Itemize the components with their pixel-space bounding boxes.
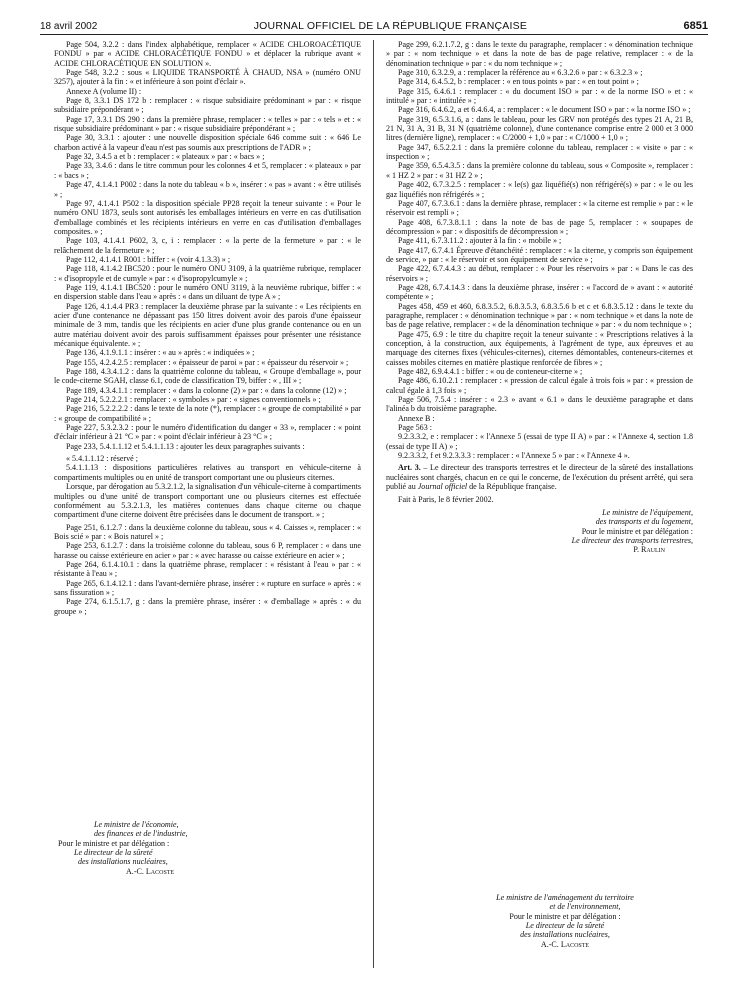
paragraph: Page 504, 3.2.2 : dans l'index alphabétique, remplacer « ACIDE CHLOROACÉTIQUE FONDU » par « ACIDE CHLORACÉTIQUE FONDU » et déplacer la rubrique avant « ACIDE CHLORACÉTIQUE EN SOLUTION ». — [54, 40, 361, 68]
signature-line: des installations nucléaires, — [78, 857, 168, 867]
paragraph: Page 475, 6.9 : le titre du chapitre reçoit la teneur suivante : « Prescriptions relatives à la conception, à la construction, aux équipements, à l'agrément de type, aux épreuves et au marquage des citernes fixes (véhicules-citernes), citernes démontables, conteneurs-citernes et caisses mobiles citernes en matière plastique renforcée de fibres » ; — [386, 329, 693, 367]
paragraph: Page 299, 6.2.1.7.2, g : dans le texte du paragraphe, remplacer : « dénomination technique » par : « nom technique » et dans la note de bas de page relative, remplacer : « de la dénomination technique » par : « du nom technique » ; — [386, 40, 693, 68]
signature-line: Pour le ministre et par délégation : — [581, 526, 693, 536]
paragraph: Page 253, 6.1.2.7 : dans la troisième colonne du tableau, sous 6 P, remplacer : « dans une harasse ou caisse extérieure en acier » par : « avec harasse ou caisse extérieure en acier » ; — [54, 541, 361, 560]
paragraph: Page 8, 3.3.1 DS 172 b : remplacer : « risque subsidiaire prédominant » par : « risque subsidiaire prépondérant » ; — [54, 96, 361, 115]
paragraph: Pages 458, 459 et 460, 6.8.3.5.2, 6.8.3.5.3, 6.8.3.5.6 b et c et 6.8.3.5.12 : dans le texte du paragraphe, remplacer : « dénomination technique » par : « nom technique » et dans la note de bas de page relative, remplacer : « de la dénomination technique » par : « du nom technique » ; — [386, 301, 693, 330]
paragraph: Page 103, 4.1.4.1 P602, 3, c, i : remplacer : « la perte de la fermeture » par : « le relâchement de la fermeture » ; — [54, 236, 361, 255]
paragraph: Page 265, 6.1.4.12.1 : dans l'avant-dernière phrase, insérer : « rupture en surface » après : « sans fissuration » ; — [54, 578, 361, 597]
paragraph: Page 17, 3.3.1 DS 290 : dans la première phrase, remplacer : « telles » par : « tels » et : « risque subsidiaire prédominant » par : « risque subsidiaire prépondérant » ; — [54, 114, 361, 134]
paragraph: Page 417, 6.7.4.1 Épreuve d'étanchéité : remplacer : « la citerne, y compris son équipement de service, » par : « le réservoir et son équipement de service » ; — [386, 245, 693, 264]
paragraph: Page 47, 4.1.4.1 P002 : dans la note du tableau « b », insérer : « pas » avant : « être utilisés » ; — [54, 180, 361, 199]
paragraph: Page 136, 4.1.9.1.1 : insérer : « au » après : « indiquées » ; — [66, 348, 255, 358]
signature-amenagement — [440, 893, 690, 949]
article-text-end: de la République française. — [467, 482, 557, 492]
paragraph: Page 408, 6.7.3.8.1.1 : dans la note de bas de page 5, remplacer : « soupapes de décompression » par : « dispositifs de décompression » ; — [386, 217, 693, 236]
paragraph: Page 112, 4.1.4.1 R001 : biffer : « (voir 4.1.3.3) » ; — [66, 254, 231, 264]
page-number: 6851 — [683, 20, 708, 32]
paragraph: Page 548, 3.2.2 : sous « LIQUIDE TRANSPORTÉ À CHAUD, NSA » (numéro ONU 3257), ajouter à la fin : « et inférieure à son point d'éclair ». — [54, 68, 361, 87]
signature-line: des finances et de l'industrie, — [94, 829, 188, 839]
signature-line: Le ministre de l'équipement, — [602, 507, 693, 517]
paragraph: Page 407, 6.7.3.6.1 : dans la dernière phrase, remplacer : « la citerne est remplie » par : « le réservoir est rempli » ; — [386, 198, 693, 218]
article-label: Art. 3. — [398, 463, 421, 473]
signature-line: des transports et du logement, — [595, 517, 693, 527]
signature-line: Pour le ministre et par délégation : — [509, 911, 621, 921]
paragraph: 9.2.3.3.2, e : remplacer : « l'Annexe 5 (essai de type II A) » par : « l'Annexe 4, section 1.8 (essai de type II A) » ; — [386, 432, 693, 451]
signature-line: des installations nucléaires, — [520, 930, 610, 940]
paragraph: Page 359, 6.5.4.3.5 : dans la première colonne du tableau, sous « Composite », remplacer : « 1 HZ 2 » par : « 31 HZ 2 » ; — [386, 161, 693, 180]
paragraph: Page 316, 6.4.6.2, a et 6.4.6.4, a : remplacer : « le document ISO » par : « la norme ISO » ; — [398, 105, 691, 115]
paragraph: Annexe B : — [398, 413, 435, 423]
paragraph: Page 251, 6.1.2.7 : dans la deuxième colonne du tableau, sous « 4. Caisses », remplacer : « Bois scié » par : « Bois naturel » ; — [54, 522, 361, 541]
issue-date: 18 avril 2002 — [40, 21, 98, 32]
signature-line: Le directeur de la sûreté — [74, 848, 153, 858]
paragraph: Page 126, 4.1.4.4 PR3 : remplacer la deuxième phrase par la suivante : « Les récipients en acier d'une contenance ne dépassant pas 150 litres doivent avoir des parois d'une épaisseur minimale de 3 mm, tandis que les récipients en acier d'une plus grande contenance ou en un autre matériau doivent avoir des parois suffisamment épaisses pour présenter une résistance mécanique équivalente. » ; — [54, 301, 361, 348]
signature-line: Pour le ministre et par délégation : — [58, 838, 170, 848]
paragraph: Page 310, 6.3.2.9, a : remplacer la référence au « 6.3.2.6 » par : « 6.3.2.3 » ; — [398, 68, 643, 78]
paragraph: Page 347, 6.5.2.2.1 : dans la première colonne du tableau, remplacer : « visite » par : « inspection » ; — [386, 142, 693, 162]
signature-equipement — [386, 508, 693, 555]
signature-line: et de l'environnement, — [549, 902, 621, 912]
paragraph: Page 155, 4.2.4.2.5 : remplacer : « épaisseur de paroi » par : « épaisseur du réservoir » ; — [66, 357, 349, 367]
article-3 — [386, 463, 693, 491]
right-column — [386, 40, 693, 970]
paragraph: Page 411, 6.7.3.11.2 : ajouter à la fin : « mobile » ; — [398, 236, 562, 246]
paragraph: 9.2.3.3.2, f et 9.2.3.3.3 : remplacer : « l'Annexe 5 » par : « l'Annexe 4 ». — [398, 451, 630, 461]
paragraph: Page 314, 6.4.5.2, b : remplacer : « en tous points » par : « en tout point » ; — [398, 77, 639, 87]
signature-name: A.-C. Lacoste — [126, 866, 175, 876]
signature-line: Le directeur des transports terrestres, — [571, 535, 693, 545]
paragraph: Page 30, 3.3.1 : ajouter : une nouvelle disposition spéciale 646 comme suit : « 646 Le charbon activé à la vapeur d'eau n'est pas soumis aux prescriptions de l'ADR » ; — [54, 133, 361, 152]
paragraph: Page 482, 6.9.4.4.1 : biffer : « ou de conteneur-citerne » ; — [398, 367, 583, 377]
signature-line: Le directeur de la sûreté — [525, 921, 605, 931]
paragraph: Page 422, 6.7.4.4.3 : au début, remplacer : « Pour les réservoirs » par : « Dans le cas des réservoirs » ; — [386, 264, 693, 283]
journal-title: JOURNAL OFFICIEL DE LA RÉPUBLIQUE FRANÇAISE — [253, 20, 528, 32]
paragraph: Page 563 : — [398, 423, 432, 433]
paragraph: 5.4.1.1.13 : dispositions particulières relatives au transport en véhicule-citerne à compartiments multiples ou en unité de transport comportant une ou plusieurs citernes. — [54, 463, 361, 482]
signature-line: Le ministre de l'économie, — [94, 820, 179, 829]
paragraph: Page 315, 6.4.6.1 : remplacer : « du document ISO » par : « de la norme ISO » et : « intitulé » par : « intitulée » ; — [386, 86, 693, 106]
paragraph: Page 319, 6.5.3.1.6, a : dans le tableau, pour les GRV non protégés des types 21 A, 21 B, 21 N, 31 A, 31 B, 31 N (quatrième colonne), d'une contenance comprise entre 2 000 et 3 000 litres (dernière ligne), remplacer : « C/2000 + 1,0 » par : « C/1000 + 1,0 » ; — [386, 114, 693, 143]
paragraph: « 5.4.1.1.12 : réservé ; — [66, 454, 138, 464]
paragraph: Page 97, 4.1.4.1 P502 : la disposition spéciale PP28 reçoit la teneur suivante : « Pour le numéro ONU 1873, seuls sont autorisés les emballages intérieurs en verre en cas d'utilisation d'emballage combinés et les récipients intérieurs en verre en cas d'utilisation d'emballages composites. » ; — [54, 198, 361, 236]
paragraph: Page 402, 6.7.3.2.5 : remplacer : « le(s) gaz liquéfié(s) non réfrigéré(s) » par : « le ou les gaz liquéfiés non réfrigérés » ; — [386, 180, 693, 199]
paragraph: Page 189, 4.3.4.1.1 : remplacer : « dans la colonne (2) » par : « dans la colonne (12) » ; — [66, 385, 347, 395]
paragraph: Page 118, 4.1.4.2 IBC520 : pour le numéro ONU 3109, à la quatrième rubrique, remplacer : « d'isopropyle et de cumyle » par : « d'isopropylcumyle » ; — [54, 264, 361, 283]
page-header — [40, 14, 708, 35]
fait-a-paris: Fait à Paris, le 8 février 2002. — [398, 494, 494, 504]
paragraph: Page 214, 5.2.2.2.1 : remplacer : « symboles » par : « signes conventionnels » ; — [66, 395, 321, 405]
signature-economie — [54, 820, 254, 876]
paragraph: Page 506, 7.5.4 : insérer : « 2.3 » avant « 6.1 » dans le deuxième paragraphe et dans l'alinéa b du troisième paragraphe. — [386, 395, 693, 414]
signature-line: Le ministre de l'aménagement du territoire — [496, 893, 634, 902]
paragraph: Page 188, 4.3.4.1.2 : dans la quatrième colonne du tableau, « Groupe d'emballage », pour le code-citerne SGAH, classe 6.1, code de classification T9, biffer : « , III » ; — [54, 367, 361, 386]
paragraph: Page 33, 3.4.6 : dans le titre commun pour les colonnes 4 et 5, remplacer : « plateaux » par : « bacs » ; — [54, 161, 361, 180]
article-text: – Le directeur des transports terrestres et le directeur de la sûreté des installations nucléaires sont chargés, chacun en ce qui le concerne, de l'exécution du présent arrêté, qui sera publié au — [386, 463, 693, 492]
paragraph: Page 274, 6.1.5.1.7, g : dans la première phrase, insérer : « d'emballage » après : « du groupe » ; — [54, 597, 361, 616]
paragraph: Page 32, 3.4.5 a et b : remplacer : « plateaux » par : « bacs » ; — [66, 152, 265, 162]
paragraph: Page 264, 6.1.4.10.1 : dans la quatrième phrase, remplacer : « résistant à l'eau » par : « résistante à l'eau » ; — [54, 559, 361, 579]
paragraph: Page 486, 6.10.2.1 : remplacer : « pression de calcul égale à trois fois » par : « pression de calcul égale à 1,3 fois » ; — [386, 376, 693, 395]
paragraph: Page 233, 5.4.1.1.12 et 5.4.1.1.13 : ajouter les deux paragraphes suivants : — [66, 441, 305, 451]
paragraph: Page 227, 5.3.2.3.2 : pour le numéro d'identification du danger « 33 », remplacer : « point d'éclair inférieur à 21 °C » par : « point d'éclair inférieur à 23 °C » ; — [54, 423, 361, 442]
paragraph: Page 119, 4.1.4.1 IBC520 : pour le numéro ONU 3119, à la neuvième rubrique, biffer : « en dispersion stable dans l'eau » après : « dans un diluant de type A » ; — [54, 282, 361, 302]
paragraph: Annexe A (volume II) : — [66, 86, 142, 96]
paragraph: Page 216, 5.2.2.2.2 : dans le texte de la note (*), remplacer : « groupe de comptabilité » par : « groupe de compatibilité » ; — [54, 404, 361, 423]
signature-name: P. Raulin — [633, 545, 665, 555]
paragraph: Page 428, 6.7.4.14.3 : dans la deuxième phrase, insérer : « l'accord de » avant : « autorité compétente » ; — [386, 282, 693, 302]
column-divider — [373, 40, 374, 968]
signature-name: A.-C. Lacoste — [540, 939, 590, 949]
article-journal: Journal officiel — [417, 482, 468, 492]
paragraph: Lorsque, par dérogation au 5.3.2.1.2, la signalisation d'un véhicule-citerne à compartiments multiples ou d'une unité de transport comportant une ou plusieurs citernes est effectuée conformément au 5.3.2.1.3, les matières contenues dans chaque citerne ou chaque compartiment d'une citerne doivent être précisées dans le document de transport. » ; — [54, 482, 361, 520]
